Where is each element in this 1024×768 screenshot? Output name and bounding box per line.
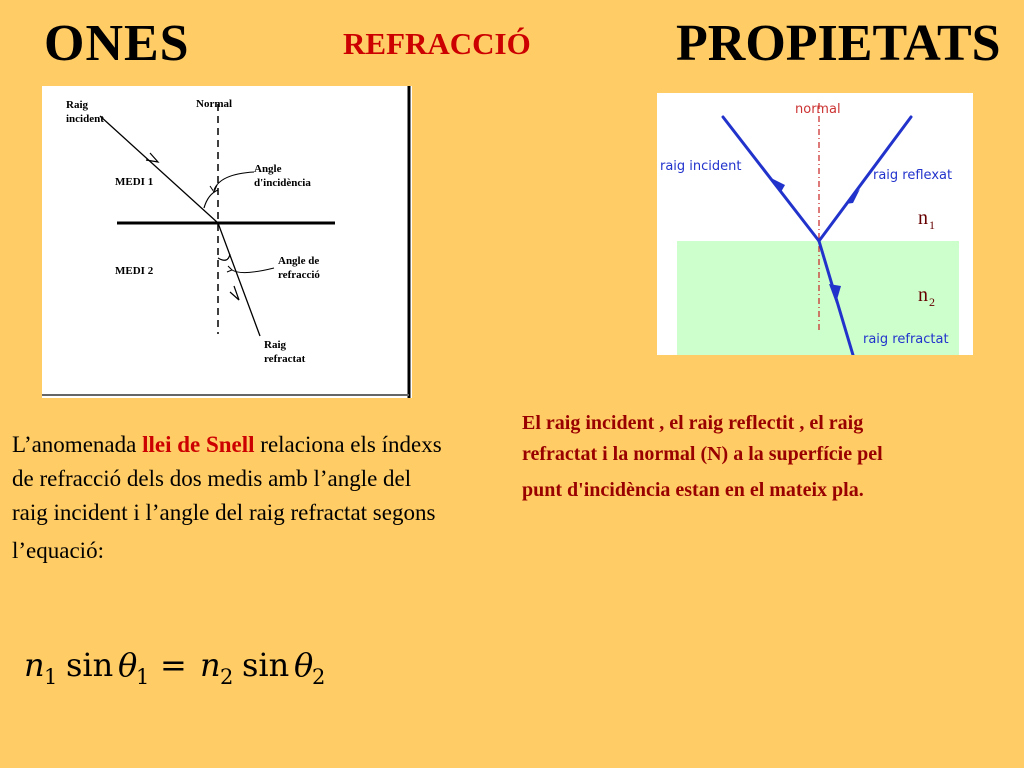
- formula-theta2: θ: [294, 646, 314, 684]
- formula-theta2-sub: 2: [312, 665, 326, 689]
- incidence-angle-arc: [204, 190, 218, 208]
- label-angle-incidencia-1: Angle: [254, 163, 282, 175]
- label-angle-incidencia-2: d'incidència: [254, 177, 311, 189]
- formula-sin2: sin: [242, 646, 290, 684]
- label-raig-refractat-2: refractat: [264, 353, 306, 365]
- label-angle-refraccio-1: Angle de: [278, 255, 320, 267]
- label-n1: n: [918, 207, 928, 229]
- refraction-pointer-icon: [227, 266, 232, 272]
- formula-n2: n: [200, 646, 221, 684]
- title-propietats: PROPIETATS: [676, 15, 1001, 72]
- incident-arrow-icon: [146, 153, 158, 162]
- formula-equals: =: [160, 646, 187, 684]
- refraction-diagram: [42, 86, 412, 398]
- label-n1-sub: 1: [929, 218, 935, 232]
- formula-n2-sub: 2: [220, 665, 234, 689]
- label-raig-incident: raig incident: [660, 159, 742, 174]
- formula-n1-sub: 1: [44, 665, 58, 689]
- formula-n1: n: [24, 646, 45, 684]
- label-raig-incident-1: Raig: [66, 99, 88, 111]
- label-normal: normal: [795, 102, 841, 117]
- label-angle-refraccio-2: refracció: [278, 269, 320, 281]
- snell-law-highlight: llei de Snell: [142, 432, 255, 457]
- label-normal: Normal: [196, 98, 233, 110]
- refracted-arrow-icon: [230, 286, 239, 300]
- label-n2-sub: 2: [929, 295, 935, 309]
- reflected-arrow-icon: [845, 189, 860, 204]
- label-raig-refractat-1: Raig: [264, 339, 286, 351]
- label-medi-1: MEDI 1: [115, 176, 154, 188]
- incident-arrow-icon: [769, 177, 785, 192]
- label-raig-incident-2: incident: [66, 113, 104, 125]
- snell-rest: relaciona els índexs de refracció dels dos medis amb l’angle del raig incident i l’angle del raig refractat segons: [12, 432, 442, 525]
- formula-theta1: θ: [118, 646, 138, 684]
- refraction-pointer: [232, 268, 274, 273]
- properties-line-2: refractat i la normal (N) a la superfície pel: [522, 443, 883, 465]
- label-n2: n: [918, 284, 928, 306]
- refraction-angle-arc: [218, 254, 230, 260]
- snell-intro: L’anomenada: [12, 432, 143, 457]
- label-raig-refractat: raig refractat: [863, 332, 949, 347]
- ray-path: [100, 116, 260, 336]
- properties-line-3: punt d'incidència estan en el mateix pla.: [522, 479, 864, 501]
- reflection-refraction-diagram: [657, 93, 973, 355]
- title-refraccio: REFRACCIÓ: [343, 26, 531, 61]
- properties-description: [522, 408, 1002, 506]
- snell-description: [12, 428, 452, 568]
- formula-sin1: sin: [66, 646, 114, 684]
- incidence-pointer: [214, 172, 254, 190]
- label-medi-2: MEDI 2: [115, 265, 154, 277]
- label-raig-reflexat: raig reflexat: [873, 168, 953, 183]
- formula-theta1-sub: 1: [136, 665, 150, 689]
- title-ones: ONES: [44, 15, 190, 72]
- snell-equation: [22, 640, 342, 692]
- snell-last-line: l’equació:: [12, 538, 104, 563]
- properties-line-1: El raig incident , el raig reflectit , el raig: [522, 412, 864, 434]
